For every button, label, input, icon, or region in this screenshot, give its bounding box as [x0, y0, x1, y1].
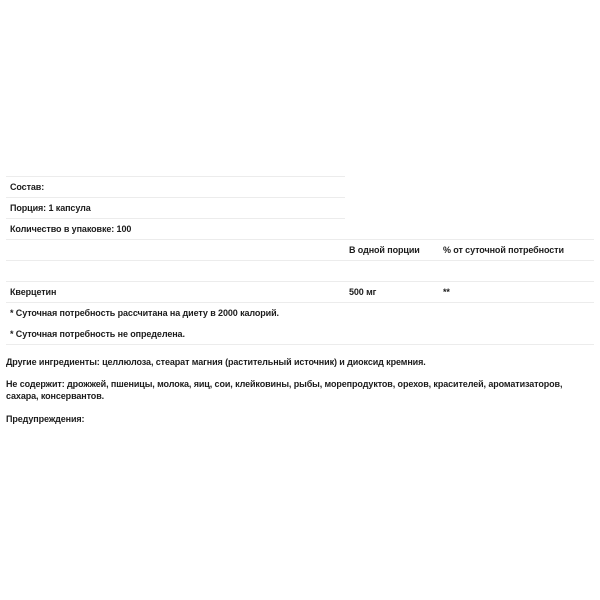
- header-per-serving: В одной порции: [349, 245, 420, 255]
- footnote-row: [6, 302, 594, 323]
- footnote-undetermined: * Суточная потребность не определена.: [10, 328, 185, 339]
- ingredient-daily-value: **: [443, 287, 450, 297]
- header-daily-value: % от суточной потребности: [443, 245, 564, 255]
- serving-size-row: [6, 197, 345, 218]
- warnings-title: Предупреждения:: [6, 414, 85, 424]
- table-row: [6, 281, 594, 302]
- footnote-row: [6, 323, 594, 344]
- table-spacer-row: [6, 260, 594, 281]
- table-bottom-divider: [6, 344, 594, 345]
- composition-title: Состав:: [10, 182, 45, 192]
- table-header-row: [6, 239, 594, 260]
- footnote-calories: * Суточная потребность рассчитана на диету в 2000 калорий.: [10, 308, 279, 318]
- free-of-list: Не содержит: дрожжей, пшеницы, молока, яиц, сои, клейковины, рыбы, морепродуктов, орехов, красителей, ароматизаторов, сахара, консервантов.: [6, 379, 563, 401]
- package-quantity: Количество в упаковке: 100: [10, 224, 132, 234]
- ingredient-amount: 500 мг: [349, 287, 377, 297]
- ingredient-name: Кверцетин: [10, 287, 57, 297]
- supplement-facts-table: [6, 176, 594, 345]
- other-ingredients: Другие ингредиенты: целлюлоза, стеарат магния (растительный источник) и диоксид кремния.: [6, 357, 426, 367]
- package-quantity-row: [6, 218, 345, 239]
- composition-title-row: [6, 176, 345, 197]
- serving-size: Порция: 1 капсула: [10, 203, 91, 213]
